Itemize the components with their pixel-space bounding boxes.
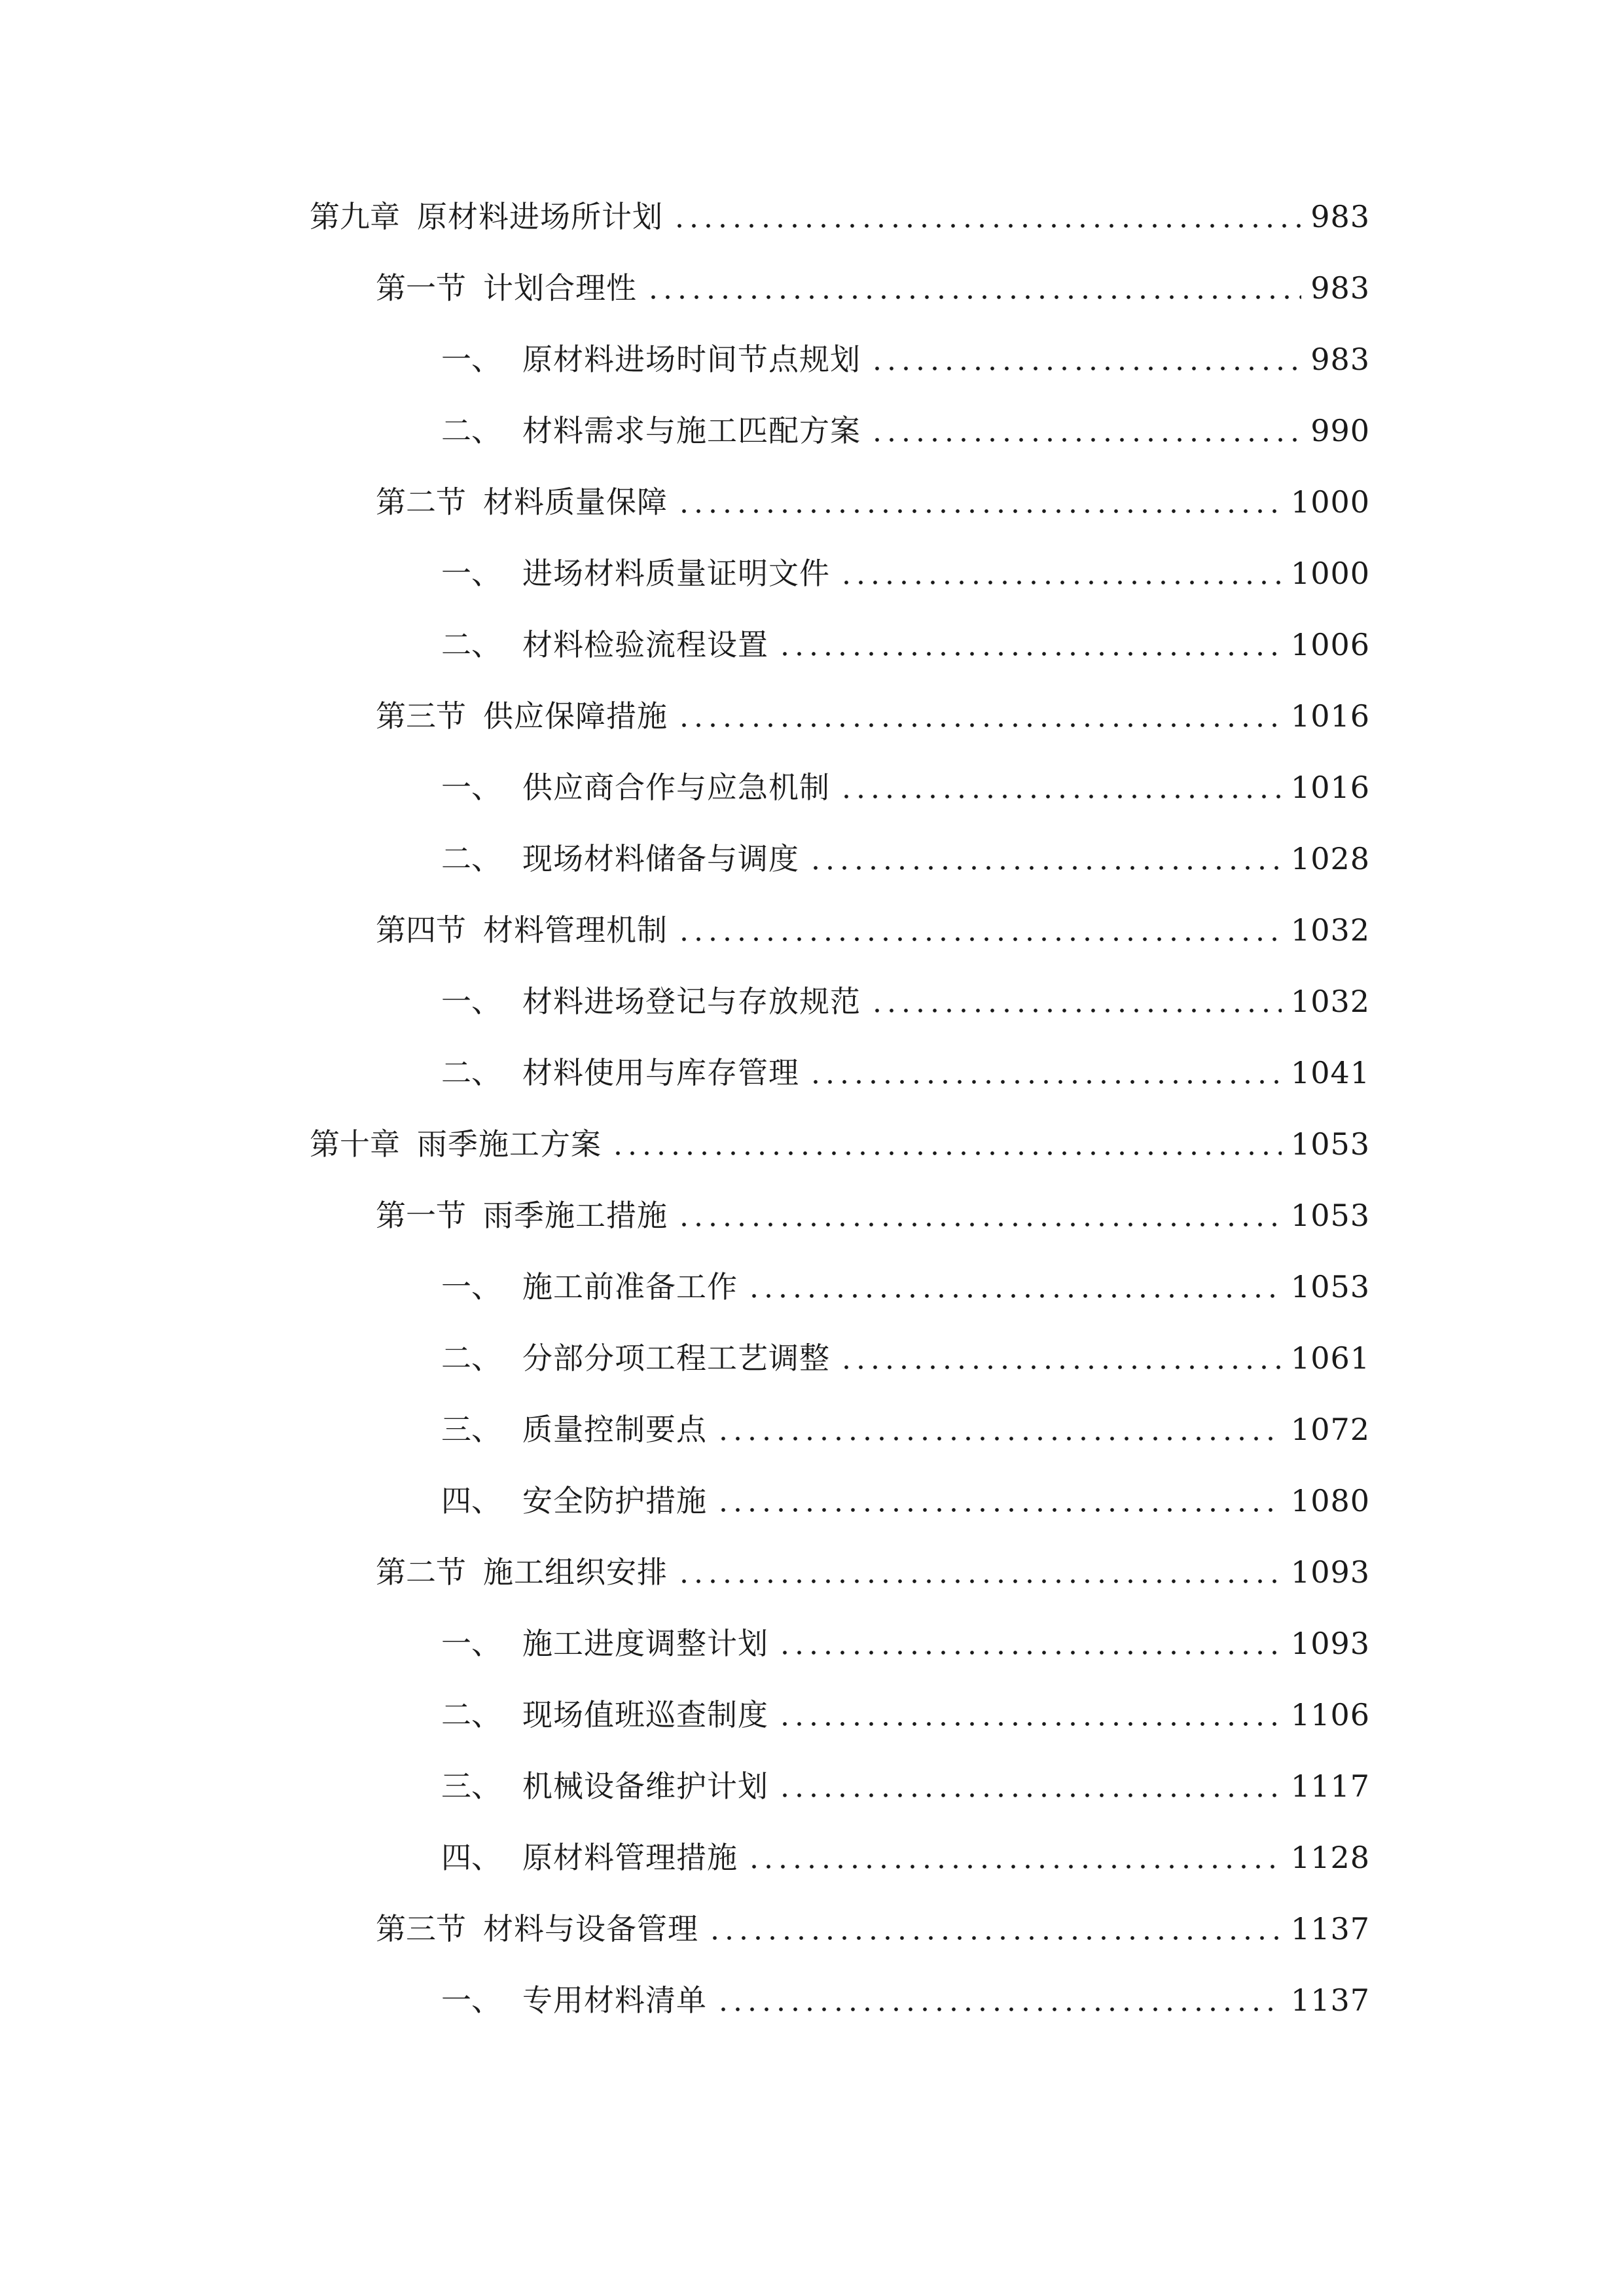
toc-entry-page: 1106 bbox=[1290, 1697, 1370, 1732]
dot-leader bbox=[677, 509, 1282, 514]
dot-leader bbox=[870, 1008, 1282, 1013]
toc-entry-prefix: 三、 bbox=[441, 1768, 501, 1804]
dot-leader bbox=[677, 1579, 1282, 1584]
toc-entry-page: 1053 bbox=[1290, 1126, 1370, 1162]
toc-entry-section[interactable] bbox=[376, 476, 1370, 522]
toc-entry-title: 分部分项工程工艺调整 bbox=[522, 1340, 830, 1376]
toc-entry-title: 现场值班巡查制度 bbox=[522, 1697, 768, 1732]
dot-leader bbox=[778, 1793, 1282, 1798]
toc-entry-prefix: 第九章 bbox=[310, 199, 400, 234]
toc-entry-page: 1093 bbox=[1290, 1626, 1370, 1661]
toc-entry-subsection[interactable] bbox=[441, 547, 1370, 593]
toc-entry-prefix: 一、 bbox=[441, 1626, 501, 1661]
toc-entry-prefix: 第十章 bbox=[310, 1126, 400, 1162]
toc-entry-chapter-9[interactable] bbox=[310, 190, 1370, 236]
toc-entry-title: 施工组织安排 bbox=[483, 1554, 668, 1590]
toc-entry-prefix: 第一节 bbox=[376, 270, 466, 306]
toc-entry-prefix: 第二节 bbox=[376, 1554, 466, 1590]
dot-leader bbox=[716, 2007, 1282, 2012]
toc-entry-prefix: 一、 bbox=[441, 556, 501, 591]
toc-entry-subsection[interactable] bbox=[441, 1831, 1370, 1877]
dot-leader bbox=[870, 366, 1301, 371]
toc-entry-page: 1061 bbox=[1290, 1340, 1370, 1376]
dot-leader bbox=[677, 1222, 1282, 1227]
toc-entry-section[interactable] bbox=[376, 1903, 1370, 1948]
toc-entry-title: 雨季施工措施 bbox=[483, 1198, 668, 1233]
toc-entry-page: 983 bbox=[1310, 199, 1370, 234]
toc-entry-page: 1117 bbox=[1290, 1768, 1370, 1804]
dot-leader bbox=[778, 1650, 1282, 1655]
toc-entry-title: 进场材料质量证明文件 bbox=[522, 556, 830, 591]
toc-entry-title: 材料需求与施工匹配方案 bbox=[522, 413, 861, 448]
toc-entry-subsection[interactable] bbox=[441, 1403, 1370, 1449]
toc-entry-title: 雨季施工方案 bbox=[417, 1126, 602, 1162]
dot-leader bbox=[747, 1864, 1282, 1869]
dot-leader bbox=[870, 437, 1301, 442]
toc-entry-page: 990 bbox=[1310, 413, 1370, 448]
toc-entry-title: 供应商合作与应急机制 bbox=[522, 770, 830, 805]
toc-entry-subsection[interactable] bbox=[441, 833, 1370, 878]
toc-entry-page: 1137 bbox=[1290, 1982, 1370, 2018]
toc-entry-page: 1072 bbox=[1290, 1412, 1370, 1447]
dot-leader bbox=[778, 1721, 1282, 1727]
toc-entry-title: 原材料进场所计划 bbox=[417, 199, 663, 234]
toc-entry-page: 1080 bbox=[1290, 1483, 1370, 1518]
toc-entry-chapter-10[interactable] bbox=[310, 1118, 1370, 1164]
toc-entry-prefix: 一、 bbox=[441, 770, 501, 805]
toc-entry-subsection[interactable] bbox=[441, 619, 1370, 664]
toc-entry-prefix: 三、 bbox=[441, 1412, 501, 1447]
toc-entry-prefix: 一、 bbox=[441, 342, 501, 377]
toc-entry-subsection[interactable] bbox=[441, 1617, 1370, 1663]
toc-entry-page: 1137 bbox=[1290, 1911, 1370, 1946]
toc-entry-title: 安全防护措施 bbox=[522, 1483, 707, 1518]
dot-leader bbox=[747, 1293, 1282, 1299]
toc-entry-prefix: 第二节 bbox=[376, 484, 466, 520]
toc-entry-title: 原材料管理措施 bbox=[522, 1840, 738, 1875]
toc-entry-subsection[interactable] bbox=[441, 1689, 1370, 1734]
dot-leader bbox=[672, 223, 1301, 228]
toc-entry-prefix: 二、 bbox=[441, 841, 501, 876]
toc-entry-title: 材料与设备管理 bbox=[483, 1911, 698, 1946]
dot-leader bbox=[839, 580, 1282, 585]
toc-entry-page: 1093 bbox=[1290, 1554, 1370, 1590]
toc-entry-subsection[interactable] bbox=[441, 1974, 1370, 2020]
toc-entry-prefix: 二、 bbox=[441, 1340, 501, 1376]
dot-leader bbox=[716, 1507, 1282, 1513]
toc-entry-title: 材料检验流程设置 bbox=[522, 627, 768, 662]
toc-entry-section[interactable] bbox=[376, 690, 1370, 736]
toc-entry-title: 专用材料清单 bbox=[522, 1982, 707, 2018]
toc-entry-page: 1053 bbox=[1290, 1198, 1370, 1233]
toc-entry-title: 施工前准备工作 bbox=[522, 1269, 738, 1304]
dot-leader bbox=[808, 1079, 1282, 1085]
toc-entry-subsection[interactable] bbox=[441, 761, 1370, 807]
toc-entry-prefix: 一、 bbox=[441, 1269, 501, 1304]
toc-entry-page: 1128 bbox=[1290, 1840, 1370, 1875]
dot-leader bbox=[646, 295, 1301, 300]
dot-leader bbox=[778, 651, 1282, 656]
toc-entry-section[interactable] bbox=[376, 1546, 1370, 1592]
toc-entry-title: 供应保障措施 bbox=[483, 698, 668, 734]
dot-leader bbox=[677, 937, 1282, 942]
toc-entry-title: 原材料进场时间节点规划 bbox=[522, 342, 861, 377]
toc-entry-section[interactable] bbox=[376, 262, 1370, 308]
toc-entry-prefix: 一、 bbox=[441, 1982, 501, 2018]
toc-entry-prefix: 第一节 bbox=[376, 1198, 466, 1233]
toc-entry-page: 1041 bbox=[1290, 1055, 1370, 1090]
dot-leader bbox=[716, 1436, 1282, 1441]
dot-leader bbox=[708, 1935, 1282, 1941]
toc-entry-prefix: 四、 bbox=[441, 1483, 501, 1518]
toc-entry-title: 材料进场登记与存放规范 bbox=[522, 984, 861, 1019]
toc-entry-title: 质量控制要点 bbox=[522, 1412, 707, 1447]
toc-entry-prefix: 一、 bbox=[441, 984, 501, 1019]
toc-entry-page: 1032 bbox=[1290, 912, 1370, 948]
toc-entry-page: 1053 bbox=[1290, 1269, 1370, 1304]
toc-entry-section[interactable] bbox=[376, 1189, 1370, 1235]
toc-entry-prefix: 第三节 bbox=[376, 698, 466, 734]
toc-entry-subsection[interactable] bbox=[441, 975, 1370, 1021]
toc-entry-subsection[interactable] bbox=[441, 1332, 1370, 1378]
toc-entry-prefix: 二、 bbox=[441, 413, 501, 448]
toc-entry-section[interactable] bbox=[376, 904, 1370, 950]
toc-entry-title: 计划合理性 bbox=[483, 270, 637, 306]
dot-leader bbox=[839, 794, 1282, 799]
toc-entry-page: 1016 bbox=[1290, 770, 1370, 805]
dot-leader bbox=[839, 1365, 1282, 1370]
toc-entry-page: 1000 bbox=[1290, 484, 1370, 520]
toc-entry-page: 983 bbox=[1310, 342, 1370, 377]
toc-entry-subsection[interactable] bbox=[441, 333, 1370, 379]
toc-entry-title: 机械设备维护计划 bbox=[522, 1768, 768, 1804]
toc-entry-subsection[interactable] bbox=[441, 1261, 1370, 1306]
toc-entry-page: 1000 bbox=[1290, 556, 1370, 591]
toc-entry-page: 1006 bbox=[1290, 627, 1370, 662]
dot-leader bbox=[808, 865, 1282, 870]
toc-entry-prefix: 第三节 bbox=[376, 1911, 466, 1946]
toc-entry-prefix: 二、 bbox=[441, 1055, 501, 1090]
toc-entry-subsection[interactable] bbox=[441, 1047, 1370, 1092]
toc-entry-prefix: 二、 bbox=[441, 1697, 501, 1732]
toc-entry-prefix: 第四节 bbox=[376, 912, 466, 948]
toc-entry-title: 材料管理机制 bbox=[483, 912, 668, 948]
toc-entry-page: 1028 bbox=[1290, 841, 1370, 876]
toc-entry-subsection[interactable] bbox=[441, 1760, 1370, 1806]
toc-entry-title: 材料使用与库存管理 bbox=[522, 1055, 799, 1090]
toc-entry-page: 983 bbox=[1310, 270, 1370, 306]
toc-entry-title: 现场材料储备与调度 bbox=[522, 841, 799, 876]
toc-entry-subsection[interactable] bbox=[441, 1475, 1370, 1520]
toc-entry-page: 1016 bbox=[1290, 698, 1370, 734]
dot-leader bbox=[677, 723, 1282, 728]
toc-entry-page: 1032 bbox=[1290, 984, 1370, 1019]
toc-entry-subsection[interactable] bbox=[441, 404, 1370, 450]
toc-entry-title: 材料质量保障 bbox=[483, 484, 668, 520]
dot-leader bbox=[611, 1151, 1282, 1156]
toc-entry-prefix: 二、 bbox=[441, 627, 501, 662]
toc-entry-prefix: 四、 bbox=[441, 1840, 501, 1875]
toc-entry-title: 施工进度调整计划 bbox=[522, 1626, 768, 1661]
